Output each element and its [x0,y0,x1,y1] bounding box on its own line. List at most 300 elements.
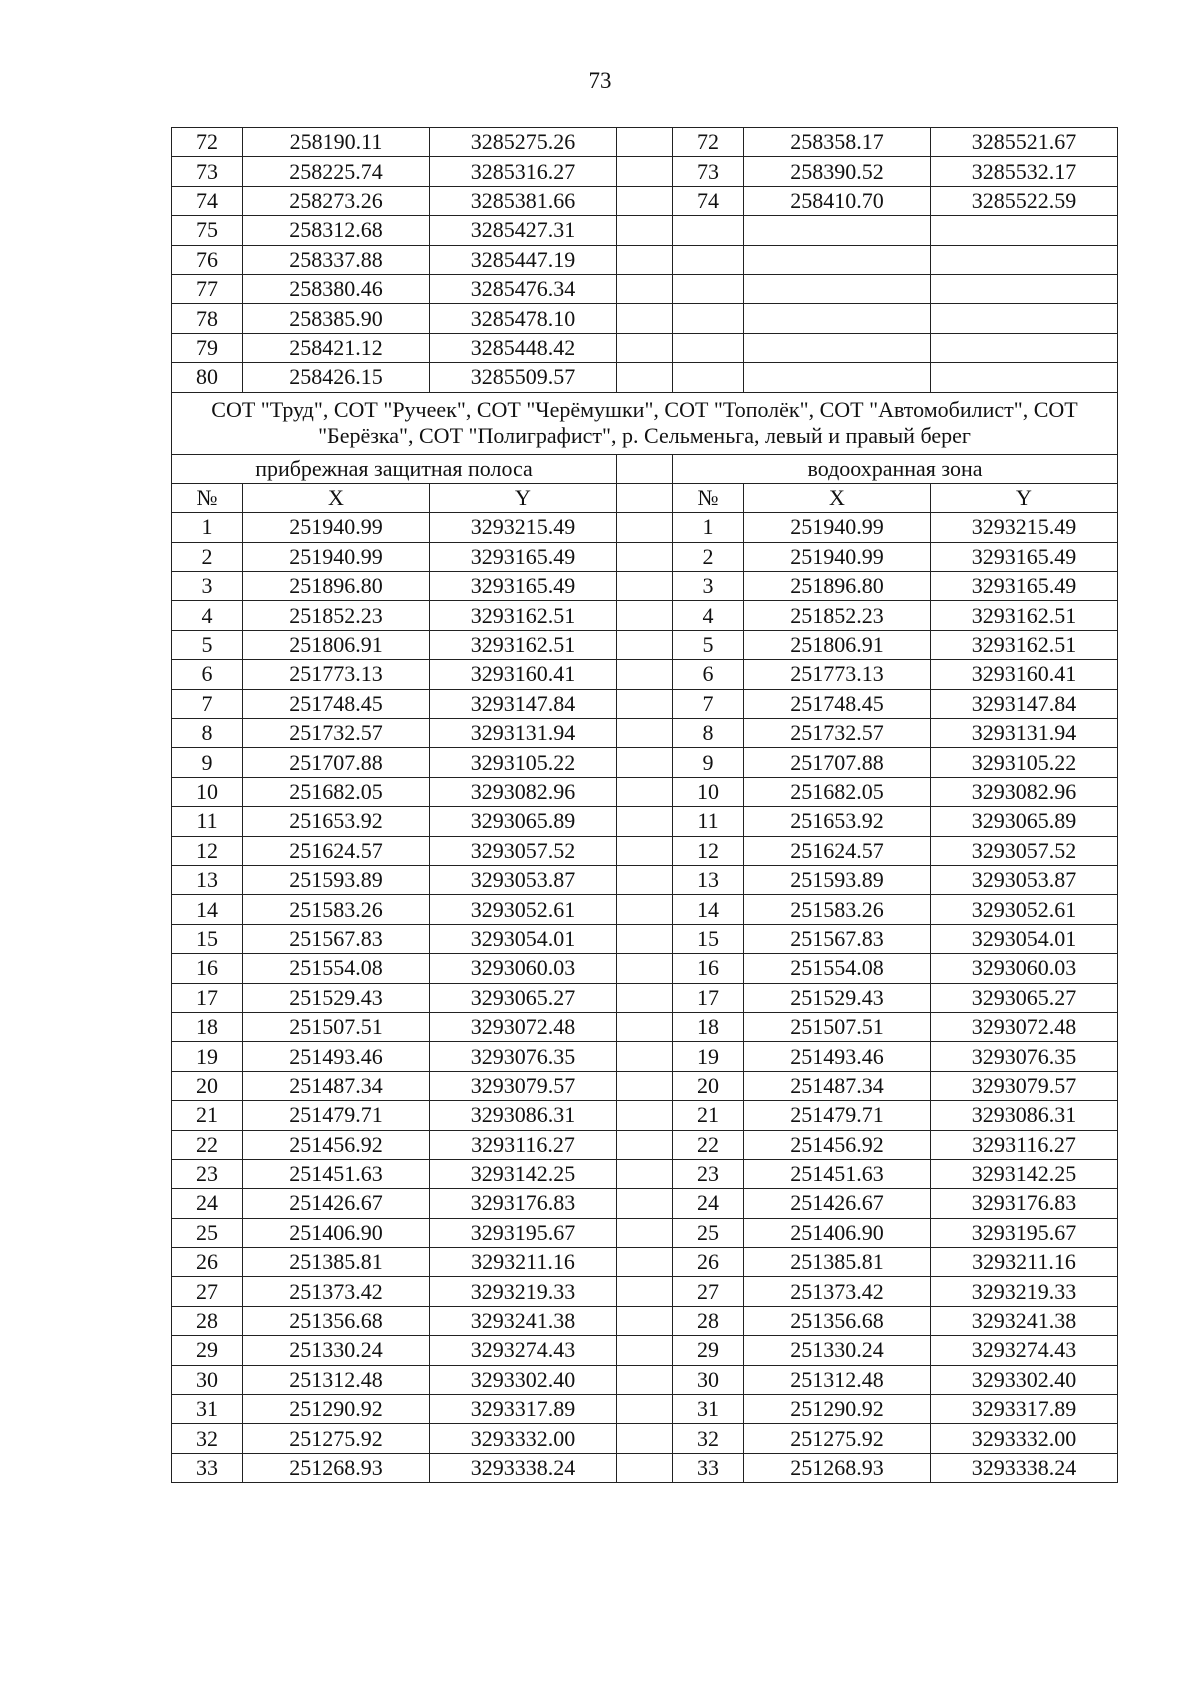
left-y-cell: 3293332.00 [430,1424,617,1453]
right-num-cell [673,333,744,362]
left-x-cell: 251290.92 [243,1395,430,1424]
left-y-cell: 3285476.34 [430,274,617,303]
table-row [172,1424,1118,1453]
right-x-cell: 251593.89 [744,865,931,894]
right-y-cell: 3293076.35 [931,1042,1118,1071]
left-x-cell: 251583.26 [243,895,430,924]
left-x-cell: 251682.05 [243,777,430,806]
right-num-cell: 15 [673,924,744,953]
left-y-cell: 3285427.31 [430,216,617,245]
left-x-cell: 251385.81 [243,1248,430,1277]
left-x-cell: 251275.92 [243,1424,430,1453]
gap-cell [617,777,673,806]
table-row [172,630,1118,659]
right-y-cell: 3293086.31 [931,1101,1118,1130]
left-y-cell: 3293079.57 [430,1071,617,1100]
left-x-header: X [243,483,430,512]
left-y-cell: 3293060.03 [430,954,617,983]
right-y-cell: 3293060.03 [931,954,1118,983]
right-num-cell: 16 [673,954,744,983]
table-row [172,895,1118,924]
table-row [172,1248,1118,1277]
right-y-cell: 3293241.38 [931,1306,1118,1335]
table-row [172,157,1118,186]
left-y-cell: 3293195.67 [430,1218,617,1247]
table-row [172,274,1118,303]
right-x-cell: 251385.81 [744,1248,931,1277]
table-row [172,216,1118,245]
left-num-cell: 17 [172,983,243,1012]
left-x-cell: 251653.92 [243,807,430,836]
right-y-cell: 3293057.52 [931,836,1118,865]
gap-cell [617,660,673,689]
page-number: 73 [588,68,612,93]
left-x-cell: 258426.15 [243,363,430,392]
left-y-cell: 3293160.41 [430,660,617,689]
left-num-cell: 22 [172,1130,243,1159]
right-num-cell: 32 [673,1424,744,1453]
right-y-cell: 3293160.41 [931,660,1118,689]
left-x-cell: 251567.83 [243,924,430,953]
table-row [172,1395,1118,1424]
gap-cell [617,895,673,924]
table-row [172,1336,1118,1365]
gap-cell [617,1101,673,1130]
gap-cell [617,572,673,601]
right-y-cell [931,216,1118,245]
right-num-cell: 24 [673,1189,744,1218]
table-row [172,954,1118,983]
left-y-cell: 3293219.33 [430,1277,617,1306]
left-x-cell: 251940.99 [243,513,430,542]
left-num-cell: 7 [172,689,243,718]
left-y-cell: 3293082.96 [430,777,617,806]
right-num-cell [673,216,744,245]
left-y-cell: 3285275.26 [430,128,617,157]
right-y-cell: 3293165.49 [931,542,1118,571]
left-x-cell: 251268.93 [243,1453,430,1482]
gap-cell [617,363,673,392]
left-y-cell: 3285447.19 [430,245,617,274]
right-x-cell: 258410.70 [744,186,931,215]
gap-cell [617,954,673,983]
right-num-cell: 27 [673,1277,744,1306]
table-row [172,865,1118,894]
left-x-cell: 251707.88 [243,748,430,777]
right-num-cell: 14 [673,895,744,924]
gap-cell [617,1248,673,1277]
gap-cell [617,1336,673,1365]
left-num-cell: 10 [172,777,243,806]
table-row [172,1189,1118,1218]
gap-cell [617,274,673,303]
left-x-cell: 251456.92 [243,1130,430,1159]
right-num-cell: 28 [673,1306,744,1335]
gap-cell [617,719,673,748]
left-num-header: № [172,483,243,512]
left-num-cell: 19 [172,1042,243,1071]
section-title-row [172,392,1118,454]
gap-cell [617,454,673,483]
right-y-cell [931,245,1118,274]
left-num-cell: 20 [172,1071,243,1100]
left-x-cell: 251479.71 [243,1101,430,1130]
right-y-cell: 3293054.01 [931,924,1118,953]
right-x-cell: 258358.17 [744,128,931,157]
table-row [172,748,1118,777]
left-num-cell: 15 [172,924,243,953]
right-num-cell [673,363,744,392]
gap-cell [617,1306,673,1335]
left-num-cell: 1 [172,513,243,542]
left-y-cell: 3293274.43 [430,1336,617,1365]
left-y-cell: 3293176.83 [430,1189,617,1218]
left-x-cell: 258190.11 [243,128,430,157]
gap-cell [617,836,673,865]
right-x-cell [744,304,931,333]
right-y-cell: 3293302.40 [931,1365,1118,1394]
right-y-cell: 3293079.57 [931,1071,1118,1100]
left-num-cell: 79 [172,333,243,362]
left-x-cell: 251593.89 [243,865,430,894]
left-num-cell: 75 [172,216,243,245]
right-x-cell [744,333,931,362]
right-num-cell: 12 [673,836,744,865]
left-num-cell: 80 [172,363,243,392]
right-y-cell: 3293274.43 [931,1336,1118,1365]
left-x-cell: 258225.74 [243,157,430,186]
left-y-cell: 3293072.48 [430,1012,617,1041]
left-y-cell: 3293142.25 [430,1159,617,1188]
right-num-cell: 22 [673,1130,744,1159]
right-num-cell: 6 [673,660,744,689]
right-x-cell: 251682.05 [744,777,931,806]
left-num-cell: 28 [172,1306,243,1335]
right-x-cell: 251896.80 [744,572,931,601]
table-row [172,1306,1118,1335]
table-row [172,128,1118,157]
left-x-cell: 251507.51 [243,1012,430,1041]
left-x-cell: 258312.68 [243,216,430,245]
left-x-cell: 251624.57 [243,836,430,865]
right-num-cell [673,274,744,303]
table-row [172,1218,1118,1247]
right-num-cell: 20 [673,1071,744,1100]
right-x-cell: 251451.63 [744,1159,931,1188]
left-x-cell: 251940.99 [243,542,430,571]
left-num-cell: 18 [172,1012,243,1041]
left-num-cell: 9 [172,748,243,777]
table-row [172,836,1118,865]
table-row [172,1101,1118,1130]
right-num-cell: 26 [673,1248,744,1277]
top-rows [172,128,1118,393]
gap-cell [617,245,673,274]
right-x-cell: 251507.51 [744,1012,931,1041]
left-num-cell: 24 [172,1189,243,1218]
gap-cell [617,1071,673,1100]
right-y-cell: 3293147.84 [931,689,1118,718]
table-row [172,572,1118,601]
right-num-cell: 74 [673,186,744,215]
left-zone-label: прибрежная защитная полоса [172,454,617,483]
right-y-cell [931,333,1118,362]
right-y-cell: 3293105.22 [931,748,1118,777]
right-y-cell: 3293338.24 [931,1453,1118,1482]
right-num-cell: 19 [673,1042,744,1071]
left-x-cell: 258273.26 [243,186,430,215]
left-x-cell: 251487.34 [243,1071,430,1100]
table-row [172,1277,1118,1306]
right-num-cell: 33 [673,1453,744,1482]
left-num-cell: 6 [172,660,243,689]
left-num-cell: 11 [172,807,243,836]
left-num-cell: 12 [172,836,243,865]
left-num-cell: 29 [172,1336,243,1365]
right-num-cell [673,304,744,333]
zone-labels-row [172,454,1118,483]
left-num-cell: 8 [172,719,243,748]
gap-cell [617,748,673,777]
left-x-cell: 251426.67 [243,1189,430,1218]
gap-cell [617,1424,673,1453]
left-x-cell: 251330.24 [243,1336,430,1365]
right-num-cell: 9 [673,748,744,777]
left-y-cell: 3293338.24 [430,1453,617,1482]
right-x-cell: 251554.08 [744,954,931,983]
right-y-cell: 3293317.89 [931,1395,1118,1424]
right-num-cell: 18 [673,1012,744,1041]
gap-cell [617,1042,673,1071]
table-row [172,807,1118,836]
left-y-cell: 3293131.94 [430,719,617,748]
right-num-cell: 25 [673,1218,744,1247]
right-x-cell [744,216,931,245]
left-num-cell: 26 [172,1248,243,1277]
right-num-cell: 23 [673,1159,744,1188]
left-y-cell: 3285478.10 [430,304,617,333]
left-y-cell: 3293086.31 [430,1101,617,1130]
left-num-cell: 73 [172,157,243,186]
right-num-cell: 21 [673,1101,744,1130]
gap-cell [617,1365,673,1394]
right-y-cell: 3293176.83 [931,1189,1118,1218]
left-y-cell: 3293147.84 [430,689,617,718]
right-x-cell: 251653.92 [744,807,931,836]
left-num-cell: 14 [172,895,243,924]
right-y-cell: 3293165.49 [931,572,1118,601]
right-y-cell: 3293065.89 [931,807,1118,836]
left-y-cell: 3293162.51 [430,630,617,659]
gap-cell [617,630,673,659]
right-x-cell: 251624.57 [744,836,931,865]
gap-cell [617,1395,673,1424]
gap-cell [617,983,673,1012]
right-x-cell: 251406.90 [744,1218,931,1247]
right-x-cell: 251479.71 [744,1101,931,1130]
right-y-cell: 3293215.49 [931,513,1118,542]
right-y-cell: 3293142.25 [931,1159,1118,1188]
table-row [172,304,1118,333]
table-row [172,333,1118,362]
right-x-cell [744,363,931,392]
left-y-cell: 3293076.35 [430,1042,617,1071]
gap-cell [617,1130,673,1159]
right-num-cell: 3 [673,572,744,601]
right-x-cell: 251583.26 [744,895,931,924]
left-x-cell: 251493.46 [243,1042,430,1071]
table-row [172,983,1118,1012]
left-y-cell: 3293116.27 [430,1130,617,1159]
right-y-cell: 3293195.67 [931,1218,1118,1247]
right-x-cell: 251732.57 [744,719,931,748]
left-y-cell: 3293165.49 [430,572,617,601]
right-num-cell: 73 [673,157,744,186]
gap-cell [617,1189,673,1218]
right-y-header: Y [931,483,1118,512]
left-num-cell: 72 [172,128,243,157]
right-x-cell: 251290.92 [744,1395,931,1424]
right-zone-label: водоохранная зона [673,454,1118,483]
left-y-cell: 3293162.51 [430,601,617,630]
gap-cell [617,601,673,630]
left-x-cell: 251554.08 [243,954,430,983]
left-y-cell: 3293053.87 [430,865,617,894]
left-x-cell: 251373.42 [243,1277,430,1306]
right-x-cell: 251806.91 [744,630,931,659]
column-header-row [172,483,1118,512]
table-row [172,660,1118,689]
left-y-cell: 3285509.57 [430,363,617,392]
left-x-cell: 251806.91 [243,630,430,659]
right-x-cell: 251529.43 [744,983,931,1012]
left-x-cell: 258385.90 [243,304,430,333]
table-row [172,513,1118,542]
left-y-header: Y [430,483,617,512]
right-y-cell: 3293082.96 [931,777,1118,806]
right-y-cell: 3293065.27 [931,983,1118,1012]
right-y-cell: 3293162.51 [931,630,1118,659]
right-x-cell: 251356.68 [744,1306,931,1335]
right-num-cell: 10 [673,777,744,806]
right-x-header: X [744,483,931,512]
right-num-cell: 7 [673,689,744,718]
gap-cell [617,483,673,512]
gap-cell [617,924,673,953]
gap-cell [617,513,673,542]
left-y-cell: 3293065.89 [430,807,617,836]
left-num-cell: 30 [172,1365,243,1394]
table-row [172,245,1118,274]
left-num-cell: 77 [172,274,243,303]
table-row [172,542,1118,571]
right-num-cell: 4 [673,601,744,630]
left-y-cell: 3285316.27 [430,157,617,186]
right-y-cell: 3293072.48 [931,1012,1118,1041]
left-y-cell: 3293241.38 [430,1306,617,1335]
left-y-cell: 3293215.49 [430,513,617,542]
left-x-cell: 251748.45 [243,689,430,718]
left-x-cell: 258421.12 [243,333,430,362]
table-row [172,1012,1118,1041]
left-y-cell: 3293211.16 [430,1248,617,1277]
right-num-cell: 1 [673,513,744,542]
table-row [172,1130,1118,1159]
table-row [172,363,1118,392]
left-x-cell: 251356.68 [243,1306,430,1335]
left-num-cell: 25 [172,1218,243,1247]
left-num-cell: 5 [172,630,243,659]
right-x-cell: 251487.34 [744,1071,931,1100]
right-x-cell: 251373.42 [744,1277,931,1306]
right-x-cell: 251330.24 [744,1336,931,1365]
gap-cell [617,128,673,157]
right-x-cell [744,245,931,274]
left-y-cell: 3293105.22 [430,748,617,777]
right-y-cell: 3293053.87 [931,865,1118,894]
right-y-cell: 3293131.94 [931,719,1118,748]
right-num-cell [673,245,744,274]
gap-cell [617,1453,673,1482]
table-row [172,689,1118,718]
left-y-cell: 3293065.27 [430,983,617,1012]
gap-cell [617,333,673,362]
gap-cell [617,216,673,245]
right-num-header: № [673,483,744,512]
left-x-cell: 258337.88 [243,245,430,274]
right-num-cell: 11 [673,807,744,836]
left-y-cell: 3285448.42 [430,333,617,362]
right-y-cell: 3285521.67 [931,128,1118,157]
main-rows [172,513,1118,1483]
right-y-cell [931,274,1118,303]
right-num-cell: 17 [673,983,744,1012]
right-x-cell: 251852.23 [744,601,931,630]
left-x-cell: 251852.23 [243,601,430,630]
right-x-cell: 251493.46 [744,1042,931,1071]
right-x-cell: 251312.48 [744,1365,931,1394]
left-x-cell: 251406.90 [243,1218,430,1247]
right-x-cell: 251275.92 [744,1424,931,1453]
right-y-cell: 3293332.00 [931,1424,1118,1453]
table-row [172,719,1118,748]
left-num-cell: 76 [172,245,243,274]
right-x-cell: 251567.83 [744,924,931,953]
right-num-cell: 8 [673,719,744,748]
right-x-cell: 251940.99 [744,513,931,542]
table-row [172,1042,1118,1071]
right-y-cell: 3293211.16 [931,1248,1118,1277]
right-num-cell: 30 [673,1365,744,1394]
right-x-cell: 251773.13 [744,660,931,689]
left-x-cell: 251451.63 [243,1159,430,1188]
table-row [172,186,1118,215]
gap-cell [617,1159,673,1188]
left-y-cell: 3285381.66 [430,186,617,215]
right-num-cell: 29 [673,1336,744,1365]
gap-cell [617,807,673,836]
right-x-cell: 251456.92 [744,1130,931,1159]
gap-cell [617,689,673,718]
left-y-cell: 3293317.89 [430,1395,617,1424]
left-y-cell: 3293165.49 [430,542,617,571]
table-row [172,601,1118,630]
table-row [172,924,1118,953]
gap-cell [617,1012,673,1041]
left-x-cell: 251529.43 [243,983,430,1012]
left-num-cell: 13 [172,865,243,894]
left-y-cell: 3293057.52 [430,836,617,865]
